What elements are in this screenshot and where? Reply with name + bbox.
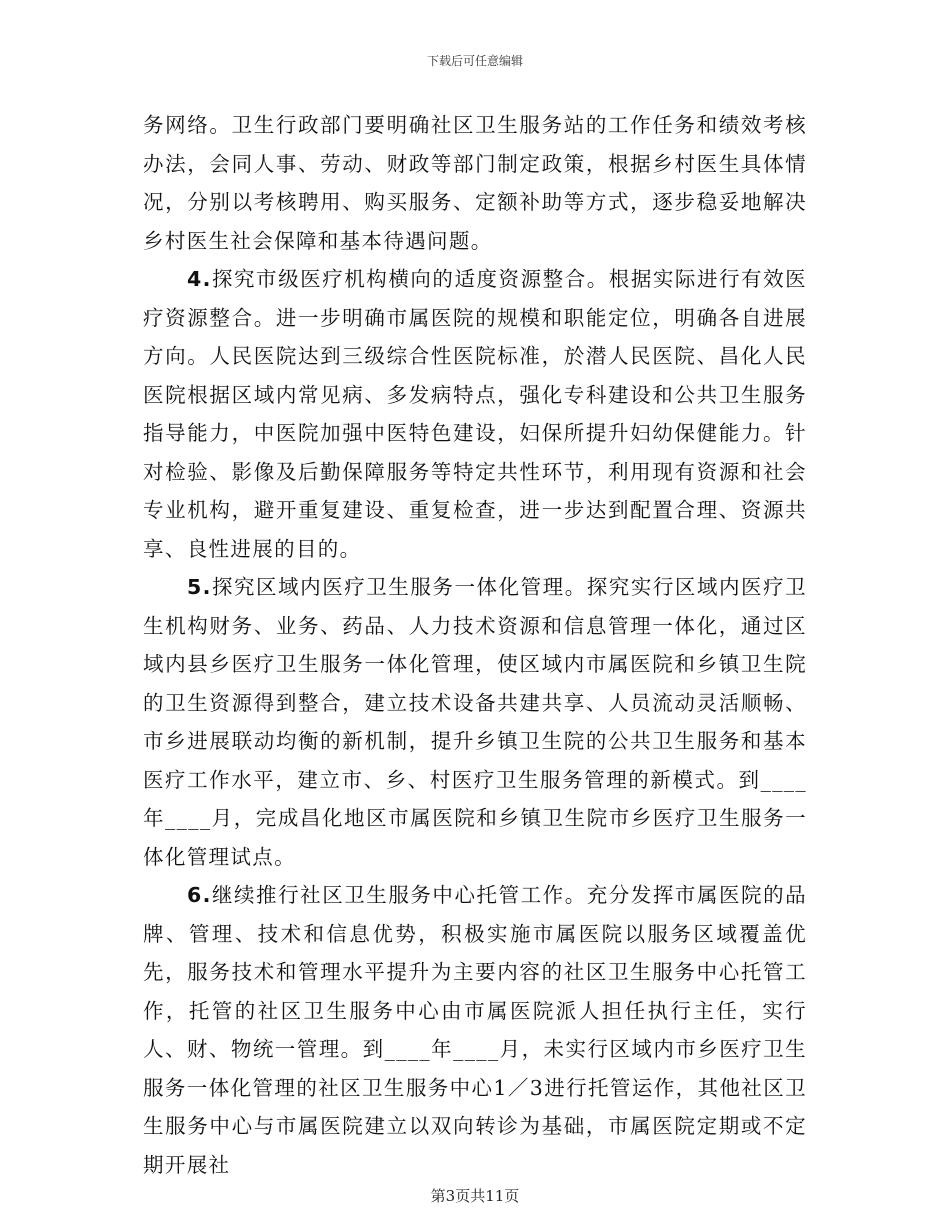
- paragraph-text: 务网络。卫生行政部门要明确社区卫生服务站的工作任务和绩效考核办法，会同人事、劳动、财政等部门制定政策，根据乡村医生具体情况，分别以考核聘用、购买服务、定额补助等方式，逐步稳妥地解决乡村医生社会保障和基本待遇问题。: [143, 113, 807, 253]
- paragraph-continued: [143, 106, 807, 260]
- item-number: 5.: [187, 575, 212, 599]
- item-number: 6.: [187, 883, 212, 907]
- paragraph-text: 探究区域内医疗卫生服务一体化管理。探究实行区域内医疗卫生机构财务、业务、药品、人力技术资源和信息管理一体化，通过区域内县乡医疗卫生服务一体化管理，使区域内市属医院和乡镇卫生院的卫生资源得到整合，建立技术设备共建共享、人员流动灵活顺畅、市乡进展联动均衡的新机制，提升乡镇卫生院的公共卫生服务和基本医疗工作水平，建立市、乡、村医疗卫生服务管理的新模式。到____年____月，完成昌化地区市属医院和乡镇卫生院市乡医疗卫生服务一体化管理试点。: [143, 575, 807, 869]
- paragraph-text: 探究市级医疗机构横向的适度资源整合。根据实际进行有效医疗资源整合。进一步明确市属医院的规模和职能定位，明确各自进展方向。人民医院达到三级综合性医院标准，於潜人民医院、昌化人民医院根据区域内常见病、多发病特点，强化专科建设和公共卫生服务指导能力，中医院加强中医特色建设，妇保所提升妇幼保健能力。针对检验、影像及后勤保障服务等特定共性环节，利用现有资源和社会专业机构，避开重复建设、重复检查，进一步达到配置合理、资源共享、良性进展的目的。: [143, 267, 807, 561]
- paragraph-item-5: [143, 568, 807, 876]
- document-body: [143, 106, 807, 1184]
- page-footer: 第3页共11页: [430, 1187, 520, 1205]
- paragraph-item-4: [143, 260, 807, 568]
- paragraph-text: 继续推行社区卫生服务中心托管工作。充分发挥市属医院的品牌、管理、技术和信息优势，积极实施市属医院以服务区域覆盖优先，服务技术和管理水平提升为主要内容的社区卫生服务中心托管工作，托管的社区卫生服务中心由市属医院派人担任执行主任，实行人、财、物统一管理。到____年____月，未实行区域内市乡医疗卫生服务一体化管理的社区卫生服务中心1／3进行托管运作，其他社区卫生服务中心与市属医院建立以双向转诊为基础，市属医院定期或不定期开展社: [143, 883, 807, 1177]
- item-number: 4.: [187, 267, 212, 291]
- page-header: 下载后可任意编辑: [426, 54, 523, 68]
- paragraph-item-6: [143, 876, 807, 1184]
